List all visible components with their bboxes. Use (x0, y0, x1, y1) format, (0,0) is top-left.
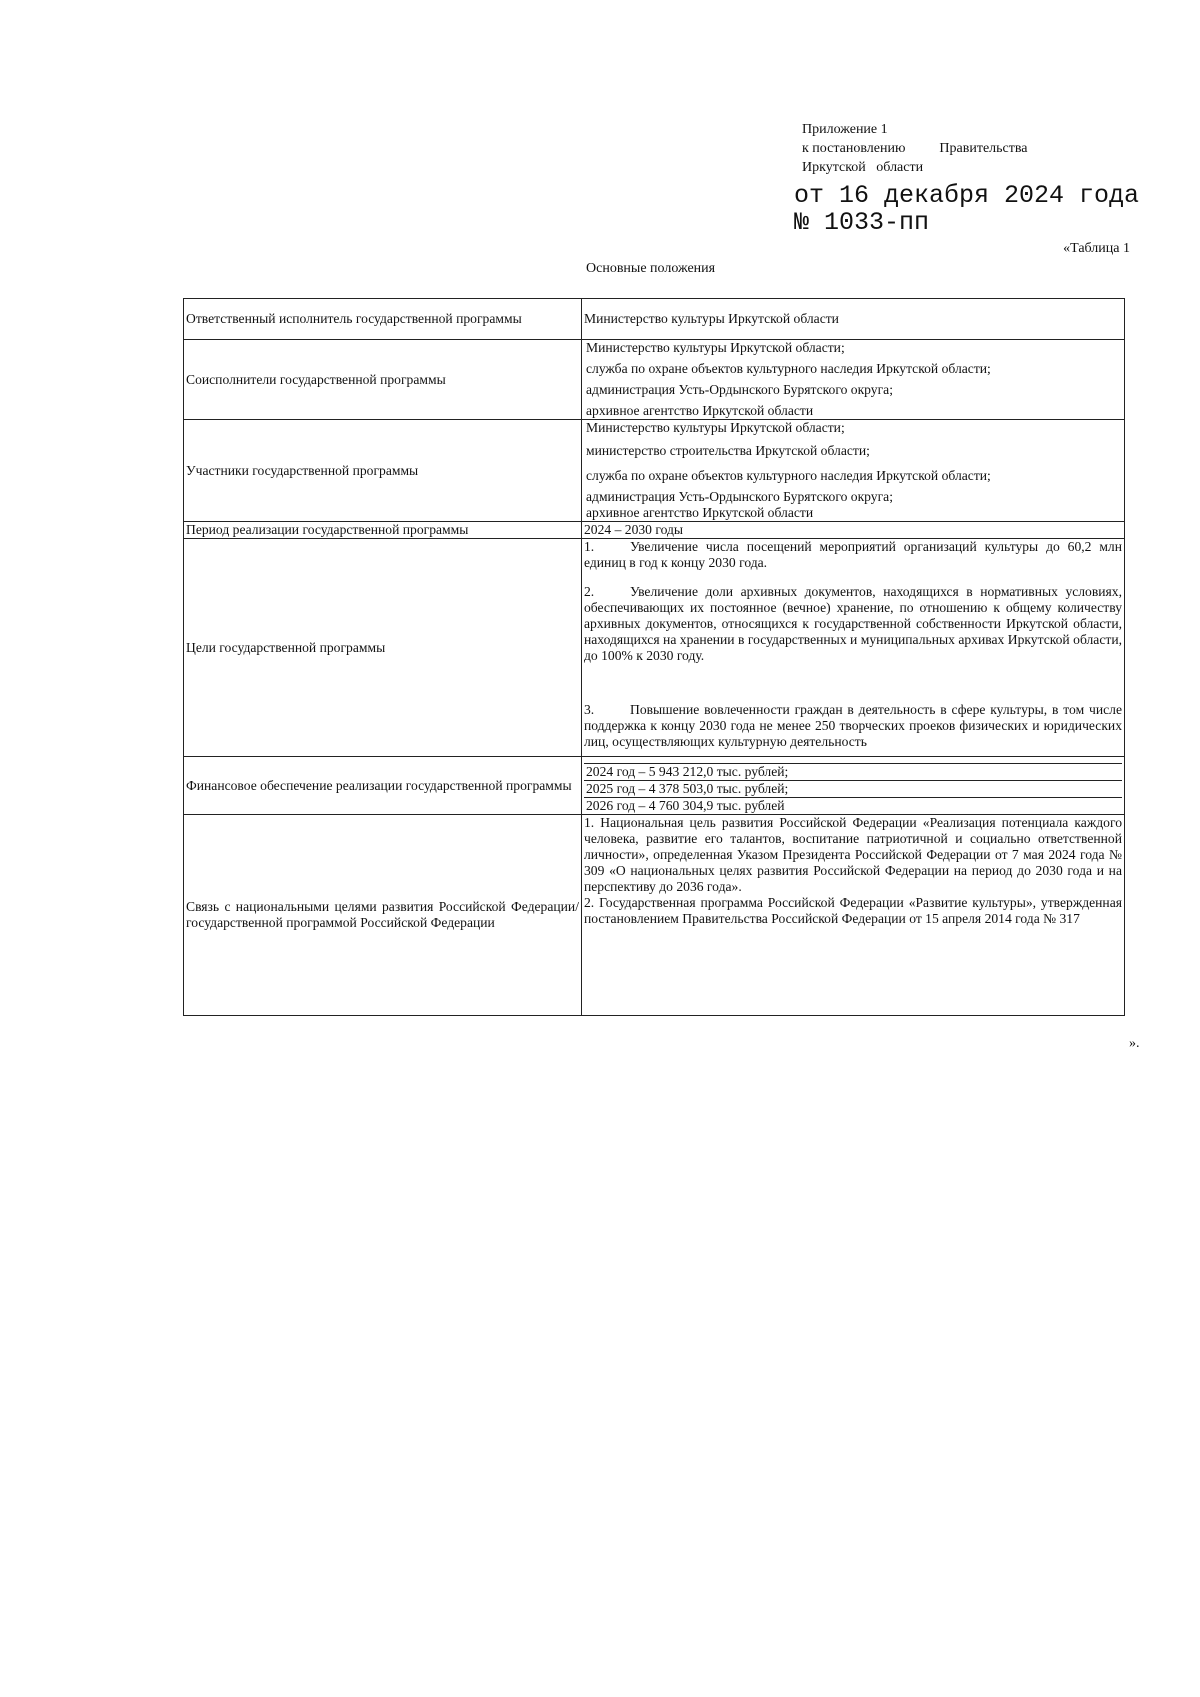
coexecutor-item: Министерство культуры Иркутской области; (586, 340, 845, 355)
row-links (184, 815, 1125, 1016)
row-coexecutors (184, 340, 1125, 420)
row-period (184, 522, 1125, 539)
main-table (183, 298, 1125, 1016)
finance-label: Финансовое обеспечение реализации государственной программы (184, 757, 582, 815)
participants-values (582, 420, 1125, 522)
finance-item: 2024 год – 5 943 212,0 тыс. рублей; (584, 763, 1122, 780)
link-item: 2. Государственная программа Российской Федерации «Развитие культуры», утвержденная постановлением Правительства Российской Федерации от 15 апреля 2014 года № 317 (584, 895, 1122, 926)
goal-item (584, 584, 1122, 664)
period-value: 2024 – 2030 годы (582, 522, 1125, 539)
closing-quote: ». (1129, 1036, 1140, 1051)
table-label: «Таблица 1 (1063, 241, 1130, 256)
coexecutors-values (582, 340, 1125, 420)
participant-item: министерство строительства Иркутской области; (586, 443, 870, 458)
appendix-line-2 (802, 139, 1162, 158)
participants-label: Участники государственной программы (184, 420, 582, 522)
links-label: Связь с национальными целями развития Российской Федерации/государственной программой Российской Федерации (184, 815, 582, 1016)
participant-item: администрация Усть-Ордынского Бурятского округа; (586, 489, 893, 504)
row-executor (184, 299, 1125, 340)
appendix-line-2a: к постановлению (802, 141, 906, 156)
row-goals (184, 539, 1125, 757)
appendix-line-1: Приложение 1 (802, 122, 888, 137)
coexecutor-item: архивное агентство Иркутской области (586, 403, 814, 418)
goal-item (584, 702, 1122, 750)
goal-number: 1. (584, 539, 595, 554)
links-values (582, 815, 1125, 1016)
row-finance (184, 757, 1125, 815)
goal-text: Увеличение числа посещений мероприятий организаций культуры до 60,2 млн единиц в год к концу 2030 года. (584, 539, 1122, 570)
goal-item (584, 539, 1122, 571)
link-item: 1. Национальная цель развития Российской Федерации «Реализация потенциала каждого человека, развитие его талантов, воспитание патриотичной и социально ответственной личности», определенная Указом Президента Российской Федерации от 7 мая 2024 года № 309 «О национальных целях развития Российской Федерации на период до 2030 года и на перспективу до 2036 года». (584, 815, 1122, 894)
goal-text: Увеличение доли архивных документов, находящихся в нормативных условиях, обеспечивающих их постоянное (вечное) хранение, по отношению к общему количеству архивных документов, относящихся к государственной собственности Иркутской области, находящихся на хранении в государственных и муниципальных архивах Иркутской области, до 100% к 2030 году. (584, 584, 1122, 663)
section-title: Основные положения (586, 261, 716, 276)
finance-values (582, 757, 1125, 815)
period-label: Период реализации государственной программы (184, 522, 582, 539)
participant-item: служба по охране объектов культурного наследия Иркутской области; (586, 468, 991, 483)
row-participants (184, 420, 1125, 522)
goal-number: 2. (584, 584, 595, 599)
stamp-date: от 16 декабря 2024 года (794, 181, 1140, 210)
coexecutors-label: Соисполнители государственной программы (184, 340, 582, 420)
finance-item: 2026 год – 4 760 304,9 тыс. рублей (584, 797, 1122, 814)
executor-label: Ответственный исполнитель государственной программы (184, 299, 582, 340)
appendix-line-3: Иркутской области (802, 160, 924, 175)
goal-number: 3. (584, 702, 595, 717)
executor-value: Министерство культуры Иркутской области (582, 299, 1125, 340)
appendix-line-2b: Правительства (939, 141, 1028, 156)
stamp-number: № 1033-пп (794, 208, 930, 237)
participant-item: Министерство культуры Иркутской области; (586, 420, 845, 435)
participant-item: архивное агентство Иркутской области (586, 505, 814, 520)
appendix-header (802, 120, 1162, 177)
registration-stamp (794, 182, 1194, 236)
goal-text: Повышение вовлеченности граждан в деятельность в сфере культуры, в том числе поддержка к концу 2030 года не менее 250 творческих проеков физических и юридических лиц, осуществляющих культурную деятельность (584, 702, 1122, 749)
coexecutor-item: служба по охране объектов культурного наследия Иркутской области; (586, 361, 991, 376)
coexecutor-item: администрация Усть-Ордынского Бурятского округа; (586, 382, 893, 397)
goals-values (582, 539, 1125, 757)
finance-item: 2025 год – 4 378 503,0 тыс. рублей; (584, 780, 1122, 797)
goals-label: Цели государственной программы (184, 539, 582, 757)
